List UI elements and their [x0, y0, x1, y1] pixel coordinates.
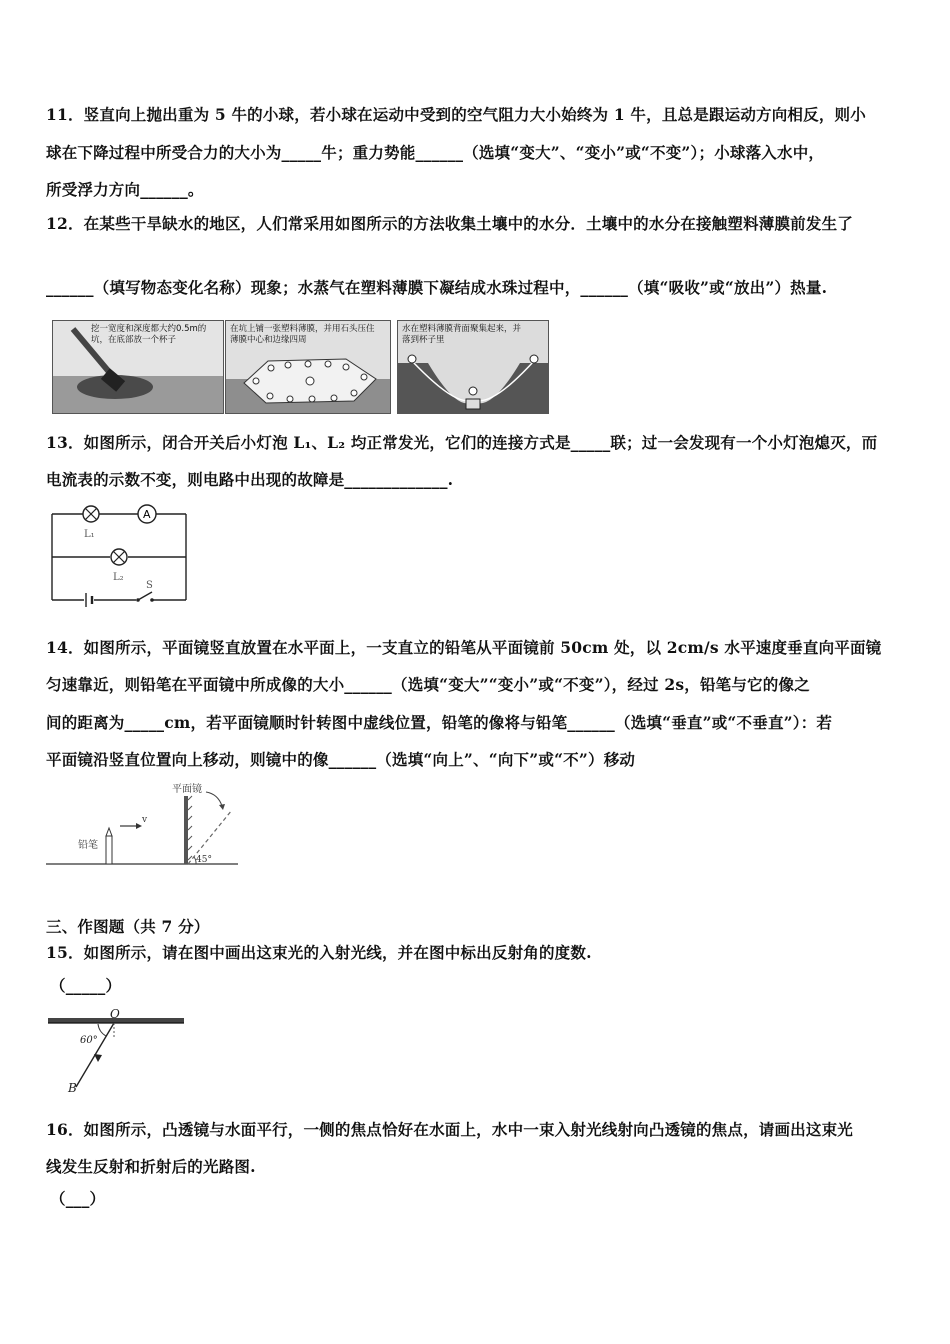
q12-panel-1-caption: 挖一宽度和深度都大约0.5m的坑，在底部放一个杯子	[91, 324, 207, 345]
q12-line-2: ______（填写物态变化名称）现象；水蒸气在塑料薄膜下凝结成水珠过程中，______（填“吸收”或“放出”）热量.	[46, 278, 828, 297]
rotation-arrow-icon	[206, 792, 222, 806]
pencil-label: 铅笔	[78, 840, 98, 851]
switch-icon	[136, 592, 154, 602]
q16-answer-blank: （___）	[50, 1189, 106, 1208]
q11-line-1: 11．竖直向上抛出重为 5 牛的小球，若小球在运动中受到的空气阻力大小始终为 1 牛，且总是跟运动方向相反，则小	[46, 105, 866, 124]
q14-line-1: 14．如图所示，平面镜竖直放置在水平面上，一支直立的铅笔从平面镜前 50cm 处，以 2cm/s 水平速度垂直向平面镜	[46, 638, 882, 657]
pencil-icon	[106, 828, 112, 864]
q13-line-2: 电流表的示数不变，则电路中出现的故障是_____________.	[46, 470, 454, 489]
q12-panel-3	[397, 320, 549, 414]
section-title: 三、作图题（共 7 分）	[46, 917, 210, 936]
q15-line-1: 15．如图所示，请在图中画出这束光的入射光线，并在图中标出反射角的度数.	[46, 943, 592, 962]
ammeter-icon	[138, 505, 156, 523]
angle-60-label: 60°	[80, 1035, 98, 1046]
q16-line-1: 16．如图所示，凸透镜与水面平行，一侧的焦点恰好在水面上，水中一束入射光线射向凸透镜的焦点，请画出这束光	[46, 1120, 853, 1139]
q16-line-2: 线发生反射和折射后的光路图.	[46, 1157, 256, 1176]
q12-panel-2	[225, 320, 391, 414]
q13-line-1: 13．如图所示，闭合开关后小灯泡 L₁、L₂ 均正常发光，它们的连接方式是_____联；过一会发现有一个小灯泡熄灭，而	[46, 433, 878, 452]
q11-line-2: 球在下降过程中所受合力的大小为_____牛；重力势能______（选填“变大”、“变小”或“不变”）；小球落入水中，	[46, 143, 825, 162]
point-b-label: B	[68, 1081, 77, 1094]
label-l1: L₁	[84, 529, 95, 540]
mirror-icon	[184, 796, 192, 864]
lamp-l1-icon	[83, 506, 99, 522]
mirror-label: 平面镜	[172, 784, 202, 795]
q13-circuit-diagram	[46, 500, 196, 608]
q12-panel-1	[52, 320, 224, 414]
label-s: S	[146, 580, 153, 591]
q14-line-3: 间的距离为_____cm，若平面镜顺时针转图中虚线位置，铅笔的像将与铅笔______（选填“垂直”或“不垂直”）：若	[46, 713, 833, 732]
q14-line-2: 匀速靠近，则铅笔在平面镜中所成像的大小______（选填“变大”“变小”或“不变”），经过 2s，铅笔与它的像之	[46, 675, 810, 694]
label-l2: L₂	[113, 572, 124, 583]
battery-icon	[86, 593, 92, 607]
q14-mirror-diagram	[46, 780, 238, 876]
velocity-label: v	[142, 815, 148, 825]
q15-reflection-diagram	[46, 1004, 186, 1094]
q11-line-3: 所受浮力方向______。	[46, 180, 204, 199]
velocity-arrow-icon	[120, 823, 142, 829]
q14-line-4: 平面镜沿竖直位置向上移动，则镜中的像______（选填“向上”、“向下”或“不”）移动	[46, 750, 636, 769]
q12-line-1: 12．在某些干旱缺水的地区，人们常采用如图所示的方法收集土壤中的水分．土壤中的水分在接触塑料薄膜前发生了	[46, 214, 853, 233]
lamp-l2-icon	[111, 549, 127, 565]
q12-panel-3-caption: 水在塑料薄膜背面聚集起来，并落到杯子里	[402, 324, 522, 345]
ammeter-label: A	[143, 508, 151, 521]
angle-label: 45°	[196, 855, 212, 865]
ray-arrow-icon	[94, 1054, 102, 1062]
q12-panel-2-caption: 在坑上铺一张塑料薄膜，并用石头压住薄膜中心和边缘四周	[230, 324, 375, 345]
q15-answer-blank: （_____）	[50, 976, 122, 995]
point-o-label: O	[110, 1007, 120, 1021]
